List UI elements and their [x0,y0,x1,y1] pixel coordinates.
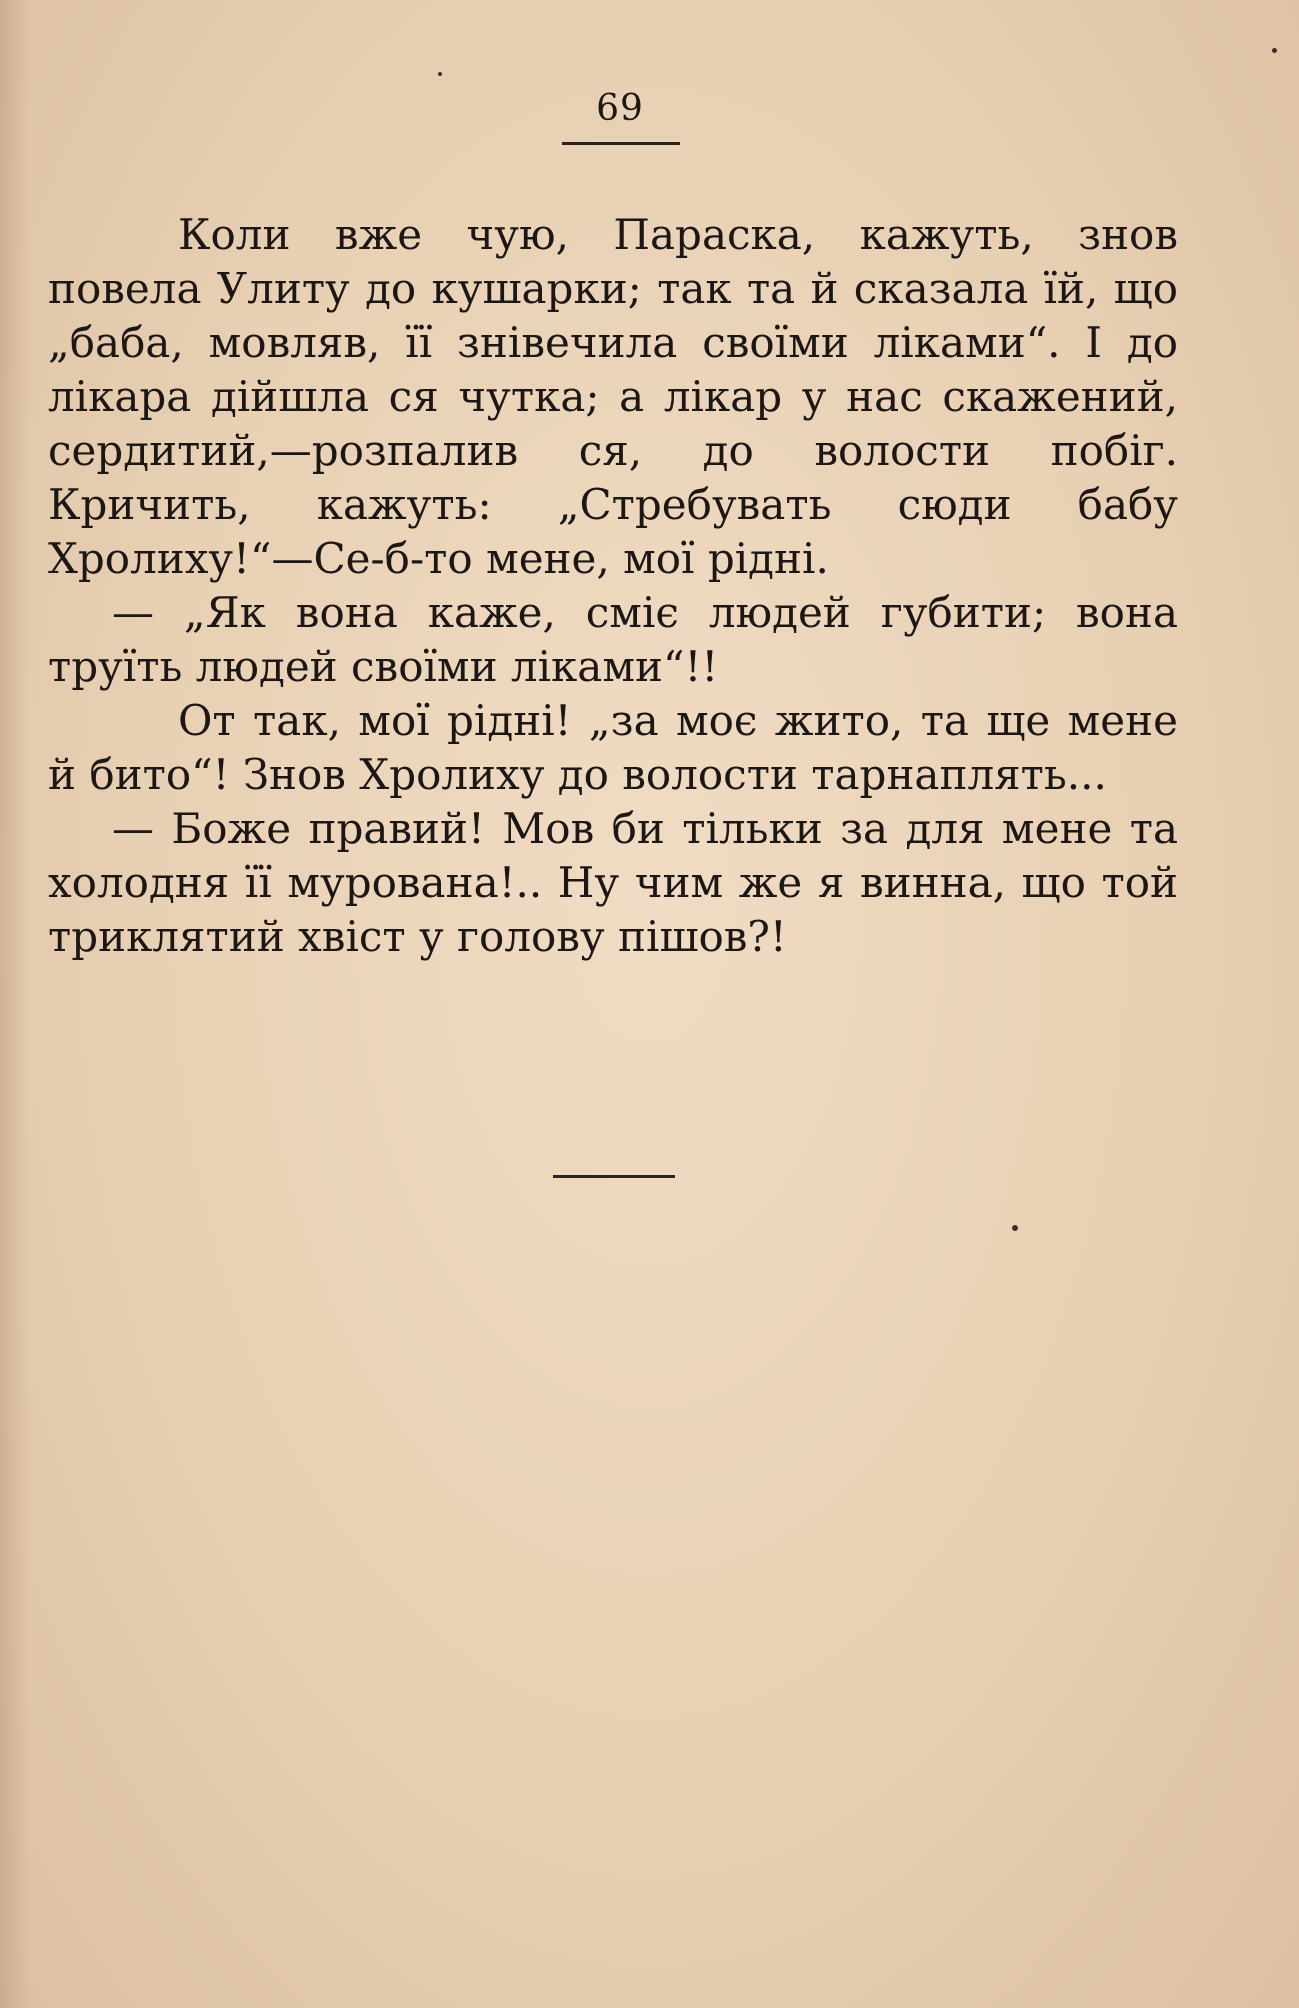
ink-speck [1012,1225,1018,1231]
section-end-rule [553,1175,675,1178]
paragraph-4: — Боже правий! Мов би тільки за для мене та холодня її мурована!.. Ну чим же я винна, що той триклятий хвіст у голову пішов?! [48,804,1178,961]
body-text [48,208,1178,964]
paragraph-1: Коли вже чую, Параска, кажуть, знов повела Улиту до кушарки; так та й сказала їй, що „баба, мовляв, її знівечила своїми ліками“. І до лікара дійшла ся чутка; а лікар у нас скажений, сердитий,—розпалив ся, до волости побіг. Кричить, кажуть: „Стребувать сюди бабу Хролиху!“—Се-б-то мене, мої рідні. [48,210,1178,583]
paragraph-3: От так, мої рідні! „за моє жито, та ще мене й бито“! Знов Хролиху до волости тарнаплять... [48,696,1178,799]
page-number-rule [562,142,680,145]
page-number: 69 [596,88,644,129]
paragraph-2: — „Як вона каже, сміє людей губити; вона труїть людей своїми ліками“!! [48,588,1178,691]
page-edge-shadow [0,0,30,2008]
ink-speck [438,72,442,76]
ink-speck [1272,48,1277,53]
